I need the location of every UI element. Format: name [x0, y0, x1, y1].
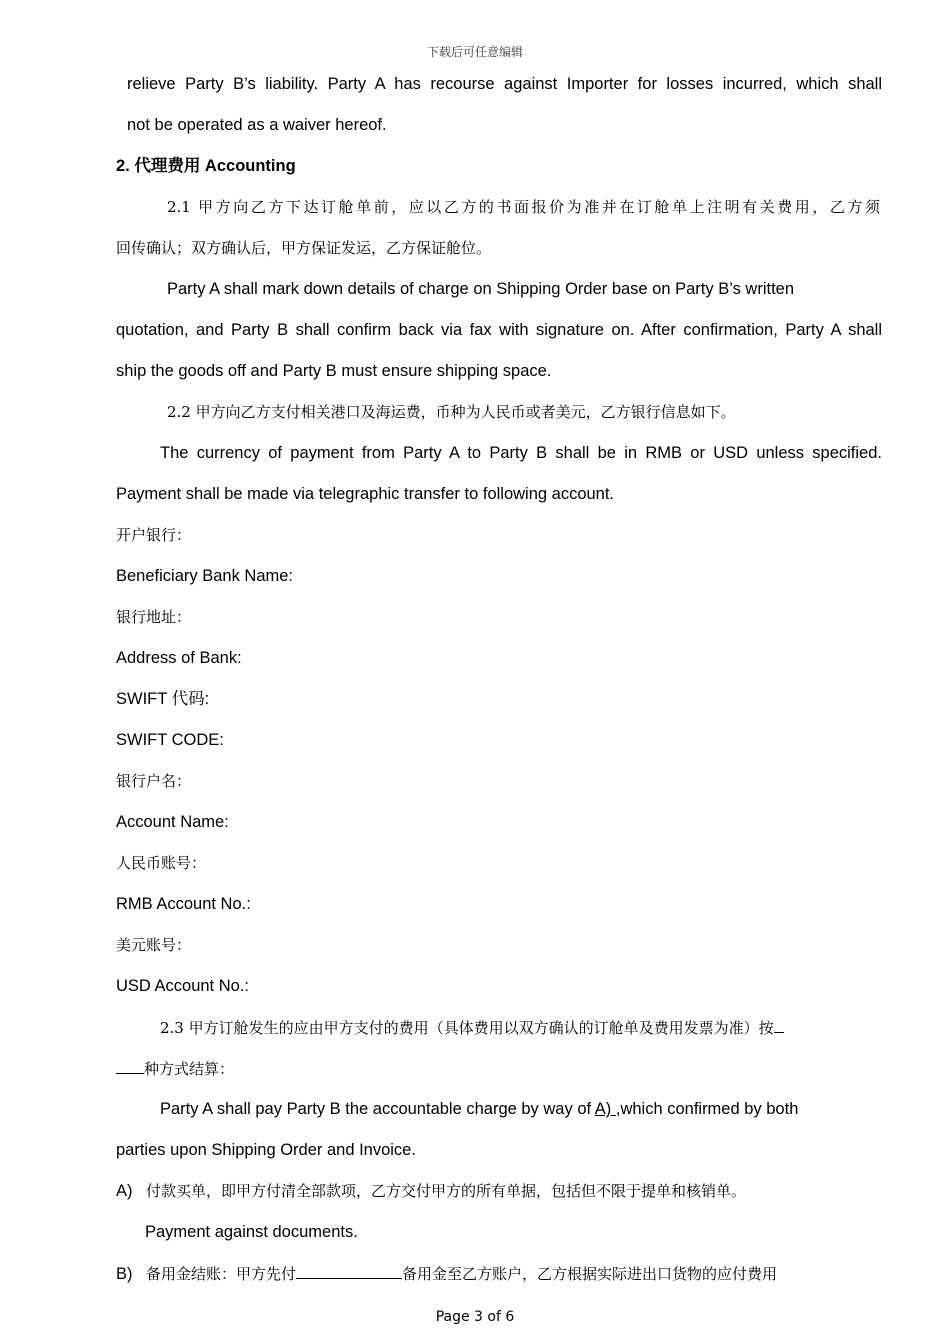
text-line — [116, 1057, 882, 1080]
section-heading: 2. 代理费用 Accounting — [116, 157, 296, 175]
text-line: not be operated as a waiver hereof. — [127, 116, 387, 134]
bank-address-label-en: Address of Bank: — [116, 649, 242, 667]
text-run: 2.3 甲方订舱发生的应由甲方支付的费用（具体费用以双方确认的订舱单及费用发票为准）按 — [160, 1019, 774, 1037]
text-run: 种方式结算： — [144, 1060, 235, 1078]
text-run: Party A shall pay Party B the accountable charge by way of — [160, 1100, 595, 1118]
text-run: ,which confirmed by both — [615, 1100, 799, 1118]
option-text: 备用金结账：甲方先付 — [146, 1265, 297, 1283]
swift-label-cn — [116, 688, 882, 710]
fill-blank — [774, 1016, 784, 1033]
bank-address-label-cn: 银行地址： — [116, 608, 192, 626]
text-line: 2.1 甲方向乙方下达订舱单前，应以乙方的书面报价为准并在订舱单上注明有关费用，乙方须 — [167, 198, 880, 216]
option-marker: B) — [116, 1265, 133, 1283]
filled-value: A) — [594, 1100, 616, 1118]
bank-name-label-cn: 开户银行： — [116, 526, 192, 544]
text-line: parties upon Shipping Order and Invoice. — [116, 1141, 416, 1159]
text-line: quotation, and Party B shall confirm back via fax with signature on. After confirmation, Party A shall — [116, 321, 882, 339]
text-line: The currency of payment from Party A to Party B shall be in RMB or USD unless specified. — [160, 444, 882, 462]
bank-name-label-en: Beneficiary Bank Name: — [116, 567, 293, 585]
text-line — [160, 1016, 882, 1039]
usd-account-label-cn: 美元账号： — [116, 936, 192, 954]
account-name-label-en: Account Name: — [116, 813, 229, 831]
swift-label-cn-text: SWIFT 代码: — [116, 690, 210, 708]
fill-blank — [116, 1057, 144, 1074]
usd-account-label-en: USD Account No.: — [116, 977, 249, 995]
option-b — [116, 1262, 882, 1285]
option-a-en: Payment against documents. — [145, 1223, 358, 1241]
text-line: ship the goods off and Party B must ensure shipping space. — [116, 362, 552, 380]
text-line: Party A shall mark down details of charge on Shipping Order base on Party B’s written — [167, 280, 795, 298]
rmb-account-label-cn: 人民币账号： — [116, 854, 207, 872]
text-line: relieve Party B’s liability. Party A has recourse against Importer for losses incurred, which shall — [127, 75, 882, 93]
option-marker: A) — [116, 1182, 133, 1200]
fill-blank — [296, 1262, 402, 1279]
account-name-label-cn: 银行户名： — [116, 772, 192, 790]
text-line: Payment shall be made via telegraphic transfer to following account. — [116, 485, 615, 503]
page-number: Page 3 of 6 — [435, 1309, 515, 1325]
text-line — [160, 1098, 882, 1120]
text-line: 回传确认；双方确认后，甲方保证发运，乙方保证舱位。 — [116, 239, 492, 257]
rmb-account-label-en: RMB Account No.: — [116, 895, 251, 913]
option-text: 付款买单，即甲方付清全部款项，乙方交付甲方的所有单据，包括但不限于提单和核销单。 — [146, 1182, 747, 1200]
option-a — [116, 1180, 882, 1202]
text-line: 2.2 甲方向乙方支付相关港口及海运费，币种为人民币或者美元，乙方银行信息如下。 — [167, 403, 736, 421]
page-header: 下载后可任意编辑 — [426, 45, 523, 59]
option-text: 备用金至乙方账户，乙方根据实际进出口货物的应付费用 — [402, 1265, 778, 1283]
swift-label-en: SWIFT CODE: — [116, 731, 224, 749]
